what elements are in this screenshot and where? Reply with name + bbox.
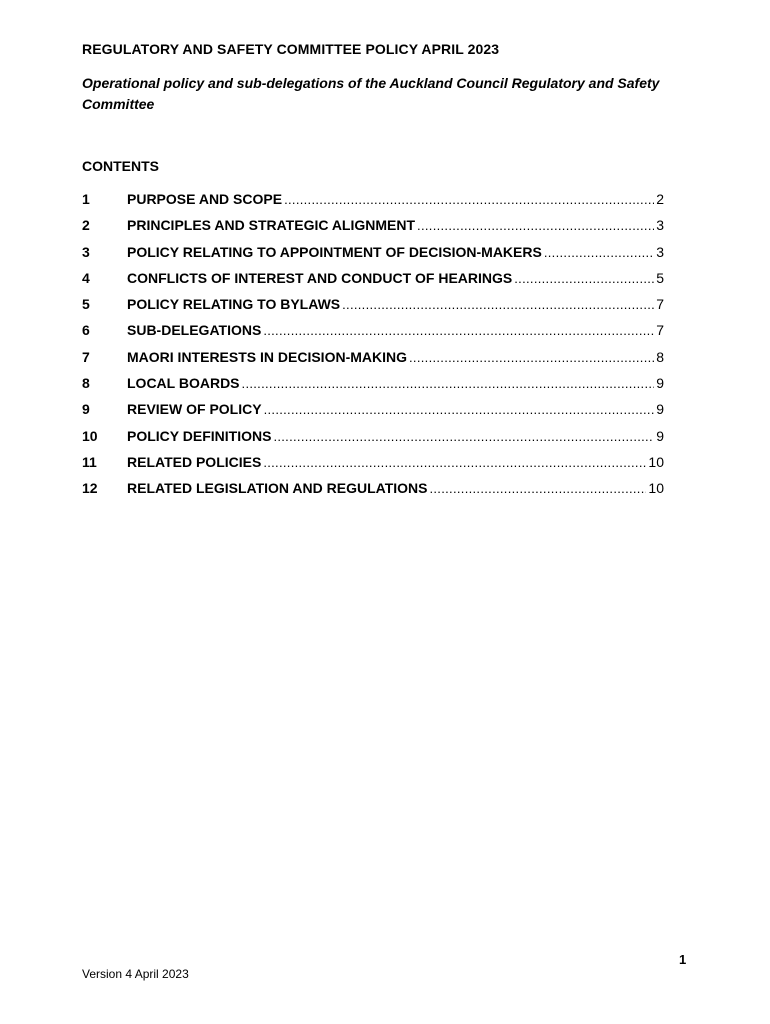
toc-entry-page: 3 [656,217,664,234]
toc-entry[interactable] [82,349,664,375]
toc-entry-page: 3 [656,243,664,260]
toc-entry-page: 7 [656,296,664,313]
toc-dot-leader [273,429,654,444]
toc-entry[interactable] [82,401,664,427]
toc-entry[interactable] [82,296,664,322]
toc-entry-title: RELATED POLICIES [127,453,262,470]
toc-entry[interactable] [82,270,664,296]
toc-entry-number: 10 [82,427,98,444]
toc-dot-leader [514,271,654,286]
toc-entry[interactable] [82,375,664,401]
toc-dot-leader [429,481,646,496]
toc-entry-title: CONFLICTS OF INTEREST AND CONDUCT OF HEARINGS [127,269,513,286]
contents-heading: CONTENTS [82,158,159,174]
toc-entry-title: POLICY DEFINITIONS [127,427,272,444]
toc-dot-leader [263,323,654,338]
document-title: REGULATORY AND SAFETY COMMITTEE POLICY APRIL 2023 [82,41,500,57]
toc-entry-title: LOCAL BOARDS [127,375,240,392]
toc-entry-page: 9 [656,427,664,444]
toc-entry-page: 7 [656,322,664,339]
toc-entry[interactable] [82,322,664,348]
toc-entry-title: REVIEW OF POLICY [127,401,262,418]
toc-entry-page: 10 [648,453,664,470]
toc-entry-number: 3 [82,243,90,260]
toc-entry-page: 9 [656,375,664,392]
toc-dot-leader [544,245,654,260]
toc-entry[interactable] [82,428,664,454]
toc-dot-leader [263,455,646,470]
toc-entry-title: RELATED LEGISLATION AND REGULATIONS [127,480,428,497]
toc-entry-number: 5 [82,296,90,313]
version-label: Version 4 April 2023 [82,967,189,981]
toc-dot-leader [284,192,654,207]
toc-entry-page: 5 [656,269,664,286]
toc-entry-number: 7 [82,348,90,365]
toc-dot-leader [417,218,654,233]
toc-entry[interactable] [82,480,664,506]
page-number: 1 [679,952,687,967]
toc-entry-title: SUB-DELEGATIONS [127,322,262,339]
toc-dot-leader [264,402,655,417]
toc-dot-leader [409,350,654,365]
toc-entry-title: MAORI INTERESTS IN DECISION-MAKING [127,348,408,365]
toc-entry-number: 6 [82,322,90,339]
toc-entry-page: 10 [648,480,664,497]
toc-entry[interactable] [82,454,664,480]
toc-entry-number: 4 [82,269,90,286]
toc-entry-number: 12 [82,480,98,497]
toc-entry-page: 2 [656,191,664,207]
toc-entry-page: 8 [656,348,664,365]
toc-dot-leader [242,376,655,391]
toc-entry[interactable] [82,217,664,243]
toc-entry-number: 11 [82,453,97,470]
toc-entry-number: 2 [82,217,90,234]
document-subtitle: Operational policy and sub-delegations of the Auckland Council Regulatory and Safety Committee [82,75,660,112]
toc-entry-title: POLICY RELATING TO BYLAWS [127,296,341,313]
toc-entry-number: 9 [82,401,90,418]
toc-entry-title: PRINCIPLES AND STRATEGIC ALIGNMENT [127,217,416,234]
toc-dot-leader [342,297,654,312]
table-of-contents [82,191,664,507]
toc-entry-title: POLICY RELATING TO APPOINTMENT OF DECISION-MAKERS [127,243,542,260]
toc-entry-number: 1 [82,191,90,207]
toc-entry-title: PURPOSE AND SCOPE [127,191,283,207]
toc-entry[interactable] [82,244,664,270]
toc-entry-page: 9 [656,401,664,418]
toc-entry[interactable] [82,191,664,217]
toc-entry-number: 8 [82,375,90,392]
